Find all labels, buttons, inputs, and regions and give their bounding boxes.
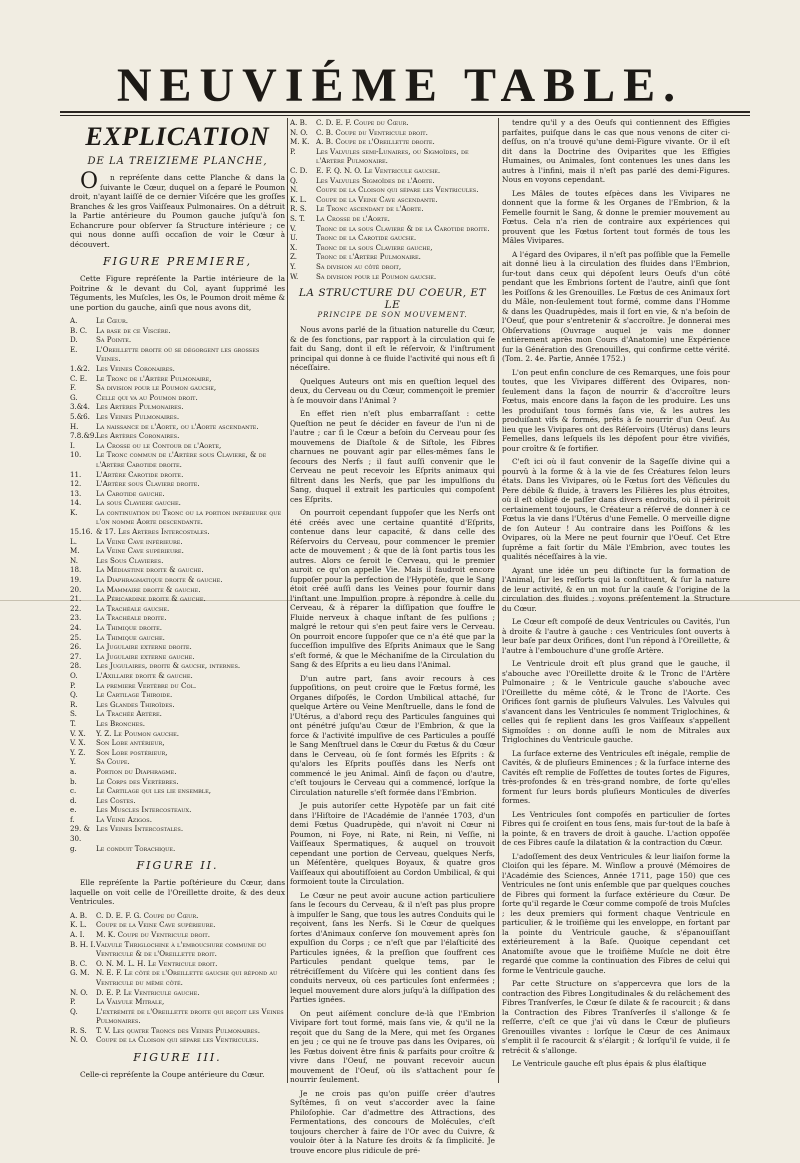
legend-label: Les Veines Coronaires. bbox=[96, 363, 175, 373]
middle-column bbox=[290, 118, 495, 1155]
legend-entry bbox=[290, 224, 495, 234]
legend-entry bbox=[290, 233, 495, 243]
legend-entry bbox=[70, 383, 285, 393]
legend-key: a. bbox=[70, 766, 77, 776]
legend-label: L'Axillaire droite & gauche. bbox=[96, 670, 193, 680]
legend-key: B. C. bbox=[70, 325, 88, 335]
legend-entry bbox=[70, 700, 285, 710]
legend-label: La Crosse ou le Contour de l'Aorte, bbox=[96, 440, 222, 450]
legend-key: d. bbox=[70, 795, 77, 805]
legend-label: La Péricardine droite & gauche. bbox=[96, 594, 206, 604]
legend-label: Coupe de la Cloiſon qui ſépare les Ventricules. bbox=[96, 1035, 259, 1045]
left-column bbox=[70, 118, 285, 1138]
legend-label: Coupe de la Veine Cave aſcendante. bbox=[316, 194, 438, 204]
legend-label: Le Tronc commun de l'Artère ſous Claviere, & de l'Artère Carotide droite. bbox=[96, 450, 267, 469]
legend-key: M. K. bbox=[290, 137, 310, 147]
legend-key: Y. bbox=[290, 261, 297, 271]
legend-entry bbox=[70, 824, 285, 843]
legend-key: 26. bbox=[70, 642, 82, 652]
legend-key: B. C. bbox=[70, 958, 88, 968]
body-paragraph: Quelques Auteurs ont mis en queſtion lequel des deux, du Cerveau ou du Cœur, commençoit le premier à ſe mouvoir dans l'Animal ? bbox=[290, 376, 495, 405]
legend-entry bbox=[70, 431, 285, 441]
legend-key: 22. bbox=[70, 603, 82, 613]
legend-label: Les Veines Intercostales. bbox=[96, 824, 184, 834]
legend-key: 29. & 30. bbox=[70, 824, 90, 844]
legend-label: L'Artère ſous Claviere droite. bbox=[96, 479, 200, 489]
legend-entry bbox=[290, 272, 495, 282]
legend-label: N. E. F. Le côté de l'Oreillette gauche qui répond au Ventricule du même côté. bbox=[96, 968, 278, 987]
legend-entry bbox=[70, 316, 285, 326]
legend-entry bbox=[70, 1035, 285, 1045]
legend-label: La ſous Claviere gauche. bbox=[96, 498, 181, 508]
right-column bbox=[502, 118, 730, 1138]
legend-key: 1.&2. bbox=[70, 363, 90, 373]
legend-key: P. bbox=[290, 146, 296, 156]
legend-key: 14. bbox=[70, 498, 82, 508]
legend-label: Y. Z. Le Poumon gauche. bbox=[96, 728, 180, 738]
legend-label: Tronc de la sous Claviere gauche, bbox=[316, 242, 433, 252]
legend-label: Portion du Diaphragme. bbox=[96, 766, 177, 776]
structure-subheading: PRINCIPE DE SON MOUVEMENT. bbox=[317, 311, 468, 320]
legend-key: 7.8.&9. bbox=[70, 431, 97, 441]
title-rule bbox=[60, 111, 750, 116]
body-paragraph: Nous avons parlé de la ſituation naturelle du Cœur, & de ſes fonctions, par rapport à la circulation qui ſe fait du Sang, dont il eſt le réſervoir, & l'inſtrument principal qui donne à ce fluide l'activité qui nous eſt ſi néceſſaire. bbox=[290, 325, 495, 373]
legend-label: La Médiastine droite & gauche. bbox=[96, 565, 204, 575]
body-paragraph: Le Ventricule gauche eſt plus épais & plus élaſtique bbox=[512, 1059, 707, 1068]
legend-label: La Thimique gauche. bbox=[96, 632, 165, 642]
legend-label: T. V. Les quatre Troncs des Veines Pulmonaires. bbox=[96, 1025, 260, 1035]
legend-figure-1 bbox=[70, 316, 285, 853]
legend-entry bbox=[70, 470, 285, 480]
legend-key: V. X. bbox=[70, 738, 86, 748]
legend-label: Les Bronches. bbox=[96, 718, 146, 728]
body-paragraph: L'on peut enfin conclure de ces Remarques, une fois pour toutes, que les Vivipares diffèrent des Ovipares, non-ſeulement dans la façon de nourrir & d'accroître leurs Fœtus, mais encore dans la façon de les produire. Les uns les produiſant tous formés ſans vie, & les autres les produiſant vifs & formés, prêts à ſe nourrir d'un Oeuf. Au lieu que les Vivipares ont des Réſervoirs (Utérus) dans leurs Femelles, dans leſquels ils les dépoſent pour être vivifiés, pour croître & ſe fortifier. bbox=[502, 367, 730, 453]
structure-heading: LA STRUCTURE DU COEUR, ET LE bbox=[298, 287, 487, 312]
legend-entry bbox=[70, 690, 285, 700]
explication-heading: EXPLICATION bbox=[85, 122, 270, 151]
legend-entry bbox=[70, 642, 285, 652]
legend-label: La Valvule Mitrale, bbox=[96, 997, 165, 1007]
legend-entry bbox=[70, 988, 285, 998]
figure-2-heading: FIGURE II. bbox=[136, 859, 219, 873]
legend-entry bbox=[70, 661, 285, 671]
plate-subheading: DE LA TREIZIEME PLANCHE, bbox=[87, 156, 268, 167]
legend-entry bbox=[290, 214, 495, 224]
body-paragraph: Je ne crois pas qu'on puiſſe créer d'autres Syſtêmes, ſi on veut s'accorder avec la ſaine Philoſophie. Car d'admettre des Attractions, des Fermentations, des concours de Molécules, c'eſt toujours chercher à faire de l'Or avec du Cuivre, & vouloir ôter à la Nature ſes droits & ſa ſimplicité. Je trouve encore plus ridicule de pré- bbox=[290, 1088, 495, 1155]
legend-label: Les Muscles Intercosteaux. bbox=[96, 805, 192, 815]
legend-label: La premiere Vertèbre du Col. bbox=[96, 680, 197, 690]
legend-key: W. bbox=[290, 271, 299, 281]
legend-entry bbox=[290, 166, 495, 176]
legend-key: 28. bbox=[70, 661, 82, 671]
legend-key: 25. bbox=[70, 632, 82, 642]
legend-key: P. bbox=[70, 680, 76, 690]
legend-label: Les Costes. bbox=[96, 795, 136, 805]
body-paragraph: En effet rien n'eſt plus embarraſſant : cette Queſtion ne peut ſe décider en faveur de l'un ni de l'autre ; car ſi le Cœur a beſoin du Cerveau pour ſes mouvemens de Diaſtole & de Siſtole, les Fibres charnues ne pouvant agir par elles-mêmes ſans le ſecours des Nerfs ; il faut auſſi convenir que le Cerveau ne peut recevoir les Eſprits animaux qui filtrent dans les Nerfs, que par les impulſions du Sang, duquel il extrait les particules qui compoſent ces Eſprits. bbox=[290, 409, 495, 504]
legend-label: L'Artère Carotide droite. bbox=[96, 469, 184, 479]
body-paragraph: Les Mâles de toutes eſpèces dans les Vivipares ne donnent que la forme & les Organes de l'Embrion, & la Femelle fournit le Sang, & donne le premier mouvement au Fœtus. Cela n'a rien de contraire aux expériences qui prouvent que les Fœtus ſortent tout formés de tous les Mâles Vivipares. bbox=[502, 188, 730, 245]
legend-key: K. bbox=[70, 507, 78, 517]
legend-figure-3 bbox=[290, 118, 495, 281]
legend-key: G. bbox=[70, 392, 78, 402]
legend-key: X. bbox=[290, 242, 298, 252]
legend-entry bbox=[70, 1007, 285, 1026]
figure-1-intro: Cette Figure repréſente la Partie intérieure de la Poitrine & le devant du Col, ayant ſupprimé les Téguments, les Muſcles, les Os, le Poumon droit même & une portion du gauche, ainſi que nous avons dit, bbox=[70, 274, 285, 312]
legend-key: R. S. bbox=[290, 204, 307, 214]
legend-entry bbox=[70, 326, 285, 336]
body-paragraph: L'adoſſement des deux Ventricules & leur liaiſon forme la Cloiſon qui les ſépare. M. Winſlow a prouvé (Mémoires de l'Académie des Sciences, Année 1711, page 150) que ces Ventricules ne ſont unis enſemble que par quelques couches de Fibres qui forment la ſurface extérieure du Cœur. De ſorte qu'il regarde le Cœur comme compoſé de trois Muſcles ; les deux premiers qui forment chaque Ventricule en particulier, & le troiſième qui les enveloppe, en fortant par la pointe du Ventricule gauche, & s'épanouiſſant extérieurement à la Baſe. Quoique cependant cet Anatomiſte avoue que le troiſième Muſcle ne doit être regardé que comme la continuation des Fibres de celui qui forme le Ventricule gauche. bbox=[502, 851, 730, 975]
body-paragraph: On peut aiſément conclure de-là que l'Embrion Vivipare fort tout formé, mais ſans vie, & qu'il ne la reçoit que du Sang de la Mere, qui met ſes Organes en jeu ; ce qui ne ſe trouve pas dans les Ovipares, où les Fœtus doivent être finis & parfaits pour croître & vivre dans l'Oeuf, ne pouvant recevoir aucun mouvement de l'Oeuf, où ils s'attachent pour ſe nourrir ſeulement. bbox=[290, 1008, 495, 1085]
legend-entry bbox=[70, 777, 285, 787]
legend-key: L. bbox=[70, 536, 77, 546]
body-paragraph: La ſurface externe des Ventricules eſt inégale, remplie de Cavités, & de pluſieurs Eminences ; & la ſurface interne des Cavités eſt remplie de Foſſettes de toutes ſortes de Figures, très-profondes & en très-grand nombre, de ſorte qu'elles forment ſur leurs bords pluſieurs Monticules de diverſes formes. bbox=[502, 748, 730, 805]
legend-label: D. E. P. Le Ventricule gauche. bbox=[96, 987, 200, 997]
legend-key: 12. bbox=[70, 479, 82, 489]
legend-key: T. bbox=[70, 718, 76, 728]
legend-label: & 17. Les Artères Intercostales. bbox=[96, 527, 210, 537]
legend-key: Z. bbox=[290, 252, 298, 262]
legend-key: C. D. bbox=[290, 165, 308, 175]
legend-entry bbox=[290, 262, 495, 272]
legend-entry bbox=[70, 556, 285, 566]
legend-key: f. bbox=[70, 814, 75, 824]
legend-label: A. B. Coupe de l'Oreillette droite. bbox=[316, 137, 435, 147]
legend-label: Les Valvules semi-Lunaires, ou Sigmoïdes, de l'Artère Pulmonaire. bbox=[316, 146, 469, 166]
legend-label: La Trachéale droite. bbox=[96, 613, 167, 623]
body-paragraph: A l'égard des Ovipares, il n'eſt pas poſſible que la Femelle ait donné lieu à la circulation des fluides dans l'Embrion, ſur-tout dans ceux qui dépoſent leurs Oeufs d'un côté pendant que les Embrions ſortent de l'autre, ainſi que ſont les Poiſſons & les Grenouilles. Le Fœtus de ces Animaux ſort du Mâle, non-ſeulement tout formé, comme dans l'Homme & dans les Quadrupèdes, mais il ſort en vie, & n'a beſoin de l'Oeuf, que pour s'entretenir & s'accroître. Je donnerai mes Obſervations (Ouvrage auquel je vais me donner entièrement après mon Cours d'Anatomie) une Expérience ſur la Génération des Grenouilles, qui confirme cette vérité. (Tom. 2. 4e. Partie, Année 1752.) bbox=[502, 249, 730, 363]
legend-key: 11. bbox=[70, 469, 82, 479]
legend-label: Valvule Thriglochine à l'embouchure commune du Ventricule & de l'Oreillette droit. bbox=[96, 939, 267, 959]
legend-key: S. T. bbox=[290, 213, 306, 223]
legend-key: B. H. I. bbox=[70, 939, 96, 949]
legend-label: La Jugulaire externe gauche. bbox=[96, 651, 195, 661]
legend-label: E. F. Q. N. O. Le Ventricule gauche. bbox=[316, 165, 441, 175]
legend-label: La Diaphragmatique droite & gauche. bbox=[96, 575, 223, 585]
legend-entry bbox=[70, 546, 285, 556]
legend-key: 24. bbox=[70, 623, 82, 632]
legend-entry bbox=[70, 757, 285, 767]
body-paragraph: Le Cœur eſt compoſé de deux Ventricules ou Cavités, l'un à droite & l'autre à gauche : ces Ventricules ſont ouverts à leur baſe par deux Orifices, dont l'un répond à l'Oreillette, & l'autre à l'embouchure d'une groſſe Artère. bbox=[502, 617, 730, 655]
legend-figure-2 bbox=[70, 911, 285, 1045]
body-paragraph: tendre qu'il y a des Oeufs qui contiennent des Effigies parfaites, puiſque dans le cas que nous venons de citer ci-deſſus, on n'a trouvé qu'une demi-Figure vivante. Or il eſt dit dans la Doctrine des Oviparites que les Effigies Humaines, ou Animales, ſont contenues les unes dans les autres à l'infini, mais il n'eſt pas parlé des demi-Figures. Nous en voyons cependant. bbox=[502, 118, 730, 184]
legend-label: Sa Pointe. bbox=[96, 335, 132, 345]
legend-key: A. bbox=[70, 316, 78, 325]
structure-text bbox=[290, 325, 495, 1155]
legend-entry bbox=[70, 940, 285, 959]
legend-entry bbox=[70, 412, 285, 422]
legend-label: La Jugulaire externe droite. bbox=[96, 642, 192, 652]
legend-entry bbox=[290, 195, 495, 205]
body-paragraph: Je puis autoriſer cette Hypotèſe par un fait cité dans l'Hiſtoire de l'Académie de l'année 1703, d'un demi Fœtus Quadrupède, qui n'avoit ni Cœur ni Poumon, ni Foye, ni Rate, ni Rein, ni Veſſie, ni Vaiſſeaux Spermatiques, & auquel on trouvoit cependant une portion de Cerveau, quelques Nerfs, un Méſentère, quelques Boyaux, & quatre gros Vaiſſeaux qui aboutiſſoient au Cordon Umbilical, & qui formoient toute la Circulation. bbox=[290, 801, 495, 887]
legend-label: C. D. E. F. G. Coupe du Cœur. bbox=[96, 910, 199, 920]
legend-entry bbox=[70, 498, 285, 508]
legend-key: E. bbox=[70, 344, 78, 354]
legend-label: La Trachée Artère. bbox=[96, 709, 162, 719]
legend-entry bbox=[70, 930, 285, 940]
legend-label: Son Lobe antérieur, bbox=[96, 738, 165, 748]
legend-key: U. bbox=[290, 233, 298, 243]
legend-entry bbox=[70, 594, 285, 604]
legend-key: I. bbox=[70, 440, 76, 450]
legend-entry bbox=[70, 393, 285, 403]
legend-key: Y. Z. bbox=[70, 747, 86, 757]
legend-key: 3.&4. bbox=[70, 402, 90, 412]
legend-entry bbox=[70, 335, 285, 345]
legend-entry bbox=[70, 748, 285, 758]
body-paragraph: Les Ventricules ſont compoſés en particulier de ſortes Fibres qui ſe croiſent en tous ſens, mais ſur-tout de la baſe à la pointe, & en travers de droit à gauche. L'action oppoſée de ces Fibres cauſe la dilatation & la contraction du Cœur. bbox=[502, 809, 730, 847]
legend-key: N. bbox=[70, 555, 79, 565]
legend-key: K. L. bbox=[70, 920, 87, 930]
legend-key: 15.16. bbox=[70, 527, 93, 537]
legend-entry bbox=[70, 959, 285, 969]
legend-key: D. bbox=[70, 335, 78, 345]
legend-entry bbox=[70, 1026, 285, 1036]
legend-entry bbox=[70, 844, 285, 854]
legend-key: b. bbox=[70, 776, 77, 786]
legend-entry bbox=[70, 652, 285, 662]
legend-key: N. bbox=[290, 185, 299, 195]
legend-label: L'extrémité de l'Oreillette droite qui reçoit les Veines Pulmonaires. bbox=[96, 1006, 284, 1026]
legend-label: La Veine Cave inférieure. bbox=[96, 536, 183, 546]
legend-label: Sa diviſion pour le Poumon gauche. bbox=[316, 271, 437, 281]
legend-key: 20. bbox=[70, 584, 82, 594]
page-title: NEUVIÉME TABLE. bbox=[116, 59, 684, 112]
legend-label: La Thimique droite. bbox=[96, 623, 163, 632]
legend-entry bbox=[70, 719, 285, 729]
legend-entry bbox=[70, 441, 285, 451]
legend-entry bbox=[70, 729, 285, 739]
legend-key: V. X. bbox=[70, 728, 86, 738]
legend-entry bbox=[70, 422, 285, 432]
legend-key: 21. bbox=[70, 594, 82, 604]
legend-label: Sa diviſion au côté droit, bbox=[316, 261, 402, 271]
intro-paragraph: On repréſente dans cette Planche & dans la ſuivante le Cœur, duquel on a ſeparé le Poumon droit, n'ayant laiſſé de ce dernier Viſcére que les groſſes Branches & les gros Vaiſſeaux Pulmonaires. On a détruit la Partie antérieure du Poumon gauche juſqu'à ſon Echancrure pour obſerver ſa Structure intérieure ; ce qui nous donne auſſi occaſion de voir le Cœur à découvert. bbox=[70, 169, 285, 249]
legend-entry bbox=[290, 252, 495, 262]
legend-key: H. bbox=[70, 421, 79, 431]
legend-label: La baſe de ce Viſcére. bbox=[96, 325, 171, 335]
legend-entry bbox=[70, 565, 285, 575]
legend-entry bbox=[290, 128, 495, 138]
legend-key: N. O. bbox=[290, 127, 308, 137]
legend-key: Y. bbox=[70, 757, 77, 767]
legend-label: Le Cartilage qui les lie enſemble, bbox=[96, 786, 211, 796]
legend-key: Q. bbox=[290, 175, 298, 185]
legend-entry bbox=[70, 575, 285, 585]
legend-label: Les Artères Coronaires. bbox=[96, 431, 180, 441]
legend-key: S. bbox=[70, 709, 77, 719]
legend-key: 5.&6. bbox=[70, 411, 90, 421]
legend-entry bbox=[70, 633, 285, 643]
legend-entry bbox=[70, 681, 285, 691]
legend-entry bbox=[70, 671, 285, 681]
body-paragraph: C'eſt ici où il faut convenir de la Sageſſe divine qui a pourvû à la forme & à la vie de ſes Créatures ſelon leurs états. Dans les Vivipares, où le Fœtus ſort des Véſicules du Pere débile & fluide, à travers les Filières les plus étroites, où il eſt obligé de paſſer dans divers endroits, où il périroit certainement toujours, le Créateur a réſervé de donner à ce Fœtus la vie dans l'Utérus d'une Femelle. O merveille digne de ſon Auteur ! Au contraire dans les Poiſſons & les Ovipares, où la Mere ne peut fournir que l'Oeuf. Cet Etre ſuprême a fait ſortir du Mâle l'Embrion, avec toutes les qualités néceſſaires à la vie. bbox=[502, 457, 730, 561]
legend-entry bbox=[70, 537, 285, 547]
legend-label: La Trachéale gauche. bbox=[96, 603, 170, 613]
legend-label: C. B. Coupe du Ventricule droit. bbox=[316, 127, 428, 137]
legend-entry bbox=[70, 364, 285, 374]
column-rule bbox=[498, 118, 499, 1083]
legend-label: Celle qui va au Poumon droit. bbox=[96, 392, 198, 402]
legend-entry bbox=[70, 623, 285, 633]
figure-1-heading: FIGURE PREMIERE, bbox=[102, 255, 252, 268]
legend-entry bbox=[70, 613, 285, 623]
legend-entry bbox=[290, 147, 495, 166]
legend-key: 19. bbox=[70, 575, 82, 585]
legend-key: N. O. bbox=[70, 987, 88, 997]
legend-label: Les Veines Pulmonaires. bbox=[96, 411, 180, 421]
legend-key: A. I. bbox=[70, 929, 85, 939]
legend-entry bbox=[70, 585, 285, 595]
legend-label: Sa Coupe. bbox=[96, 757, 130, 767]
legend-key: 10. bbox=[70, 450, 82, 460]
body-paragraph: D'un autre part, ſans avoir recours à ces ſuppoſitions, on peut croire que le Fœtus formé, les Organes diſpoſés, le Cordon Umbilical attaché, ſur quelque Artère ou Veine Menſtruelle, dans le fond de l'Utérus, a d'abord reçu des Particules ſanguines qui ont pénétré juſqu'au Cœur de l'Embrion, & que la force & l'activité impulſive de ces Particules a pouſſé le Sang Menſtruel dans le Cœur du Fœtus & du Cœur dans le Cerveau, où ſe ſont formés les Eſprits : & qu'alors les Eſprits pouſſés dans les Nerfs ont commencé le jeu Animal. Ainſi de façon ou d'autre, c'eſt toujours le Cerveau qui a commencé, lorſque la Circulation naturelle s'eſt formée dans l'Embrion. bbox=[290, 673, 495, 797]
legend-key: K. L. bbox=[290, 194, 307, 204]
legend-key: 18. bbox=[70, 565, 82, 575]
legend-label: M. K. Coupe du Ventricule droit. bbox=[96, 929, 210, 939]
legend-key: g. bbox=[70, 843, 77, 853]
legend-label: Tronc de la sous Claviere & de la Carotide droite. bbox=[316, 223, 490, 233]
legend-entry bbox=[70, 709, 285, 719]
legend-key: 23. bbox=[70, 613, 82, 623]
legend-entry bbox=[70, 786, 285, 796]
legend-key: A. B. bbox=[70, 910, 88, 920]
legend-key: C. E. bbox=[70, 373, 88, 383]
legend-label: Le Cœur. bbox=[96, 316, 128, 325]
legend-entry bbox=[70, 796, 285, 806]
legend-entry bbox=[70, 805, 285, 815]
legend-entry bbox=[70, 479, 285, 489]
legend-label: Le Tronc de l'Artère Pulmonaire, bbox=[96, 373, 212, 383]
legend-label: La Mammaire droite & gauche. bbox=[96, 584, 201, 594]
legend-label: Les Jugulaires, droite & gauche, internes. bbox=[96, 661, 241, 671]
legend-label: Tronc de la Carotide gauche. bbox=[316, 233, 417, 243]
legend-entry bbox=[290, 204, 495, 214]
figure-3-heading: FIGURE III. bbox=[133, 1051, 222, 1065]
legend-entry bbox=[70, 527, 285, 537]
legend-entry bbox=[70, 815, 285, 825]
legend-entry bbox=[70, 920, 285, 930]
legend-label: Le Corps des Vertèbres. bbox=[96, 776, 179, 786]
figure-3-intro: Celle-ci repréſente la Coupe antérieure du Cœur. bbox=[80, 1070, 265, 1080]
legend-entry bbox=[70, 767, 285, 777]
legend-label: Coupe de la Veine Cave ſupérieure. bbox=[96, 920, 216, 930]
body-paragraph: On pourroit cependant ſuppoſer que les Nerfs ont été créés avec une certaine quantité d'Eſprits, contenue dans leur capacité, & dans celle des Réſervoirs du Cerveau, pour commencer le premier acte de mouvement ; & que de là ſont partis tous les autres. Alors ce ſeroit le Cerveau, qui le premier auroit ce qu'on appelle Vie. Mais il faudroit encore ſuppoſer pour la perfection de l'Hypotèſe, que le Sang étoit créé auſſi dans les Veines pour fournir dans l'inſtant une Impulſion propre à répondre à celle du Cerveau, & à réparer la diſſipation que ſouffre le Fluide nerveux à chaque inſtant de ſes pulſions ; malgré le retour qui s'en peut faire vers le Cerveau. On pourroit encore ſuppoſer que ce n'a été que par la ſucceſſion impulſive des Eſprits Animaux que le Sang s'eſt formé, & que le Méchaniſme de la Circulation du Sang & des Eſprits a eu lieu dans l'Animal. bbox=[290, 508, 495, 670]
legend-entry bbox=[70, 911, 285, 921]
legend-label: Son Lobe poſtérieur, bbox=[96, 747, 168, 757]
legend-entry bbox=[70, 489, 285, 499]
legend-key: R. bbox=[70, 699, 78, 709]
legend-entry bbox=[290, 243, 495, 253]
legend-key: c. bbox=[70, 786, 77, 796]
legend-entry bbox=[70, 508, 285, 527]
legend-entry bbox=[290, 118, 495, 128]
legend-label: La continuation du Tronc ou la portion inférieure que l'on nomme Aorte descendante. bbox=[96, 507, 282, 527]
legend-label: Sa diviſion pour le Poumon gauche, bbox=[96, 383, 217, 393]
legend-label: La Veine Cave supérieure. bbox=[96, 546, 184, 556]
legend-entry bbox=[70, 968, 285, 987]
legend-key: M. bbox=[70, 546, 80, 556]
legend-label: Le Tronc ascendant de l'Aorte. bbox=[316, 204, 424, 214]
legend-label: O. N. M. L. H. Le Ventricule droit. bbox=[96, 958, 218, 968]
legend-key: V. bbox=[290, 223, 297, 233]
legend-entry bbox=[70, 345, 285, 364]
legend-key: G. M. bbox=[70, 968, 90, 978]
figure-2-intro: Elle repréſente la Partie poſtérieure du Cœur, dans laquelle on voit celle de l'Oreillette droite, & des deux Ventricules. bbox=[70, 878, 285, 907]
body-paragraph: Le Ventricule droit eſt plus grand que le gauche, il s'abouche avec l'Oreillette droite & le Tronc de l'Artère Pulmonaire ; & le Ventricule gauche s'abouche avec l'Oreillette du même côté, & le Tronc de l'Aorte. Ces Orifices ſont garnis de pluſieurs Valvules. Les Valvules qui s'avancent dans les Ventricules ſe nomment Triglochines, & celles qui ſe replient dans les gros Vaiſſeaux s'appellent Sigmoïdes : on donne auſſi le nom de Mitrales aux Triglochines du Ventricule gauche. bbox=[502, 659, 730, 744]
legend-entry bbox=[70, 604, 285, 614]
legend-entry bbox=[70, 402, 285, 412]
legend-key: Q. bbox=[70, 1006, 78, 1016]
legend-entry bbox=[70, 738, 285, 748]
legend-entry bbox=[70, 374, 285, 384]
continued-text bbox=[502, 118, 730, 1069]
legend-label: Coupe de la Cloiſon qui ſépare les Ventricules. bbox=[316, 185, 479, 195]
legend-key: Q. bbox=[70, 690, 78, 700]
legend-label: Les Glandes Thiroïdes. bbox=[96, 699, 175, 709]
legend-label: C. D. E. F. Coupe du Cœur. bbox=[316, 118, 409, 127]
legend-label: La Carotide gauche. bbox=[96, 488, 165, 498]
legend-entry bbox=[290, 137, 495, 147]
column-rule bbox=[287, 118, 288, 1083]
legend-label: Tronc de l'Artère Pulmonaire. bbox=[316, 252, 421, 262]
legend-key: N. O. bbox=[70, 1035, 88, 1045]
legend-key: R. S. bbox=[70, 1025, 87, 1035]
legend-key: F. bbox=[70, 383, 77, 393]
legend-key: 27. bbox=[70, 651, 82, 661]
legend-entry bbox=[290, 176, 495, 186]
legend-label: La naiſſance de l'Aorte, ou l'Aorte aſcendante. bbox=[96, 421, 259, 431]
legend-key: P. bbox=[70, 997, 76, 1007]
legend-key: e. bbox=[70, 805, 77, 815]
body-paragraph: Par cette Structure on s'appercevra que lors de la contraction des Fibres Longitudinales & du relâchement des Fibres Tranſverſes, le Cœur ſe dilate & ſe racourcit ; & dans la Contraction des Fibres Tranſverſes il s'allonge & ſe reſſerre, c'eſt ce que j'ai vû dans le Cœur de pluſieurs Grenouilles vivantes : lorſque le Cœur de ces Animaux s'emplit il ſe racourcit & s'élargit ; & lorſqu'il ſe vuide, il ſe retrécit & s'allonge. bbox=[502, 979, 730, 1055]
legend-label: L'Oreillette droite où ſe dégorgent les groſſes Veines. bbox=[96, 344, 260, 364]
legend-key: 13. bbox=[70, 488, 82, 498]
legend-label: Les Valvules Sigmoïdes de l'Aorte. bbox=[316, 175, 435, 185]
body-paragraph: Le Cœur ne peut avoir aucune action particuliere ſans le ſecours du Cerveau, & il n'eſt pas plus propre à impulſer le Sang, que tous les autres Conduits qui le reçoivent, ſans les Nerfs. Si le Cœur de quelques ſortes d'Animaux conſerve ſon mouvement après ſon expulſion du Corps ; ce n'eſt que par l'élaſticité des Particules ignées, & la preſſion que ſouffrent ces Particules pendant quelque tems, par le rétréciſſement du Viſcère qui les contient dans ſes conduits nerveux, où ces particules ſont enfermées ; lequel mouvement dure alors juſqu'à la diſſipation des Parties ignées. bbox=[290, 890, 495, 1005]
legend-key: A. B. bbox=[290, 118, 308, 127]
body-paragraph: Ayant une idée un peu diſtincte ſur la formation de l'Animal, ſur les reſſorts qui la conſtituent, & ſur la nature de leur activité, & en un mot ſur la cauſe & l'origine de la circulation des fluides ; voyons préſentement la Structure du Cœur. bbox=[502, 565, 730, 613]
legend-label: La Veine Azigos. bbox=[96, 814, 152, 824]
legend-key: O. bbox=[70, 670, 78, 680]
legend-label: Le Cartilage Thiroide. bbox=[96, 690, 173, 700]
legend-entry bbox=[70, 997, 285, 1007]
legend-entry bbox=[290, 185, 495, 195]
legend-label: Le conduit Torachique. bbox=[96, 843, 176, 853]
legend-entry bbox=[70, 450, 285, 469]
legend-label: Les Artères Pulmonaires. bbox=[96, 402, 184, 412]
legend-label: Les Sous Clavieres. bbox=[96, 555, 164, 565]
legend-label: La Crosse de l'Aorte. bbox=[316, 213, 390, 223]
